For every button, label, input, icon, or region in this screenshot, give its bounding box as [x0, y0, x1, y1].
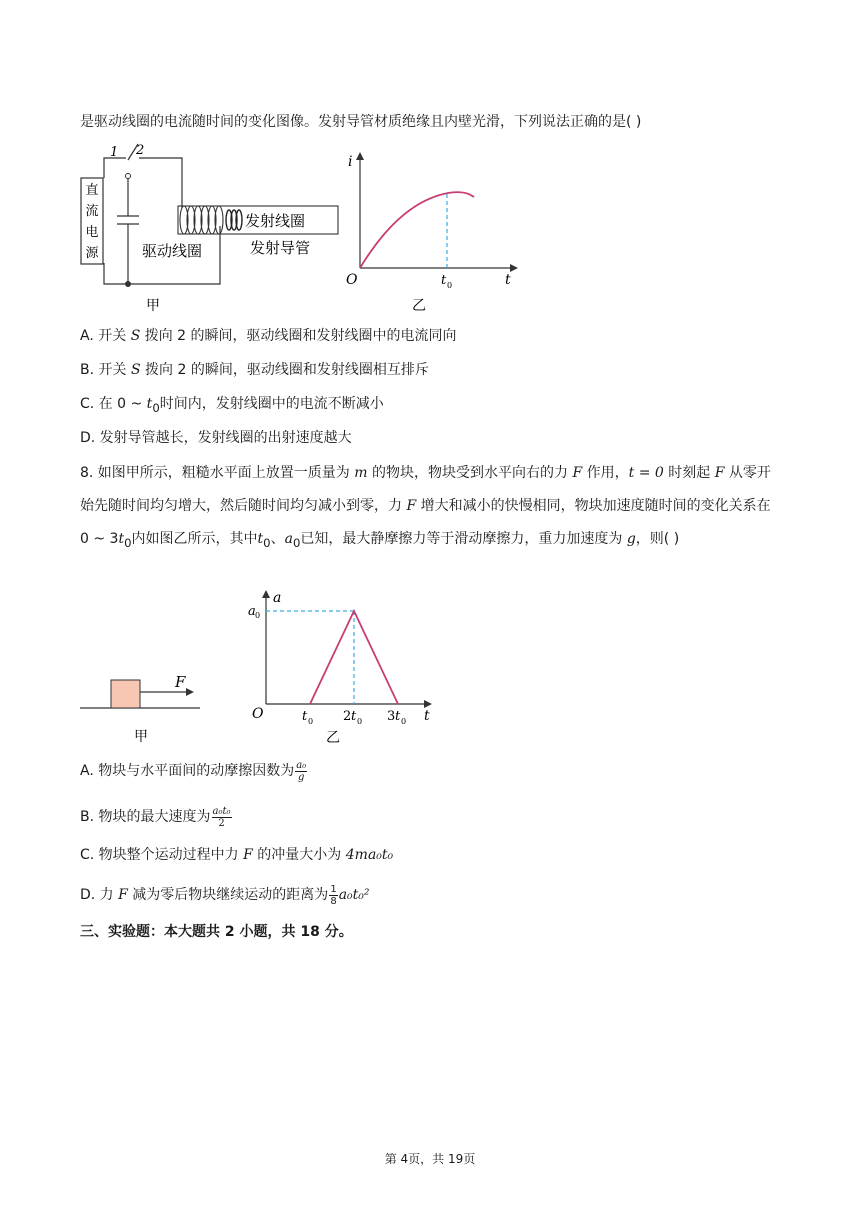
- q7-option-a[interactable]: [80, 326, 457, 346]
- tick-2t0-t: t: [351, 709, 357, 724]
- force-arrow-head: [186, 688, 194, 696]
- block: [111, 680, 140, 708]
- q8-option-d-value: a₀t₀²: [338, 887, 370, 903]
- option-a-suffix: 拨向 2 的瞬间，驱动线圈和发射线圈中的电流同向: [140, 328, 457, 344]
- figure-caption-jia: 甲: [146, 298, 160, 313]
- figure-caption-yi-2: 乙: [326, 730, 340, 746]
- q8-t-eq: t = 0: [628, 465, 664, 481]
- frac-den-a: g: [298, 771, 305, 783]
- q8-option-c-mid: 的冲量大小为: [252, 847, 346, 863]
- q8-option-d-mid: 减为零后物块继续运动的距离为: [127, 887, 329, 903]
- q8-F3: F: [406, 498, 417, 514]
- option-c-suffix: 时间内，发射线圈中的电流不断减小: [159, 396, 384, 412]
- option-d-text: D. 发射导管越长，发射线圈的出射速度越大: [80, 430, 352, 446]
- graph-origin-label-2: O: [252, 706, 264, 722]
- frac-den-b: 2: [218, 817, 225, 829]
- page-footer: 第 4页，共 19页: [384, 1152, 476, 1166]
- launch-coil: [226, 210, 242, 230]
- option-b-var: S: [130, 362, 141, 378]
- q8-option-c-text: C. 物块整个运动过程中力: [80, 847, 244, 863]
- source-char-4: 源: [85, 246, 99, 261]
- figure-caption-yi: 乙: [412, 298, 426, 314]
- q8-sep: 、: [270, 531, 285, 547]
- q8-option-d-fraction: [329, 884, 337, 907]
- tick-t0-sub: 0: [308, 717, 314, 726]
- q7-circuit-diagram: [74, 138, 344, 313]
- graph-x-label: t: [505, 272, 511, 288]
- launch-coil-label: 发射线圈: [245, 212, 306, 230]
- launch-tube-label: 发射导管: [250, 239, 311, 257]
- q8-option-b-text: B. 物块的最大速度为: [80, 809, 211, 825]
- tick-3t0-t: t: [395, 709, 401, 724]
- q7-current-graph: [340, 150, 530, 315]
- graph-t-label: t: [424, 708, 430, 724]
- switch-label-1: 1: [110, 145, 119, 160]
- frac-den-d: 8: [330, 895, 337, 907]
- q8-option-c[interactable]: [80, 845, 393, 865]
- q8-t0-b-sub: 0: [263, 535, 271, 550]
- q8-option-d-var: F: [118, 887, 128, 903]
- q8-part3: 作用，: [582, 465, 629, 481]
- frac-num-b: a₀t₀: [212, 805, 231, 817]
- q8-option-a-fraction: [295, 760, 307, 783]
- tick-3t0-sub: 0: [401, 717, 407, 726]
- q8-g: g: [626, 531, 636, 547]
- question-intro-text: 是驱动线圈的电流随时间的变化图像。发射导管材质绝缘且内壁光滑，下列说法正确的是( ): [80, 114, 642, 130]
- q8-m: m: [354, 465, 368, 481]
- q8-a0: a: [284, 531, 293, 547]
- current-curve: [360, 192, 474, 268]
- source-char-2: 流: [85, 204, 99, 219]
- q8-block-diagram: [76, 668, 206, 748]
- q8-t0-b: t: [257, 531, 264, 547]
- q8-F1: F: [572, 465, 583, 481]
- q7-option-d[interactable]: [80, 428, 352, 448]
- q8-part7: 内如图乙所示，其中: [131, 531, 258, 547]
- q8-option-d-text: D. 力: [80, 887, 119, 903]
- frac-num-a: a₀: [296, 759, 307, 771]
- figure-caption-jia-2: 甲: [134, 729, 148, 745]
- graph-t0-label: t: [441, 273, 447, 288]
- q8-a0-sub: 0: [292, 535, 301, 550]
- option-a-var: S: [130, 328, 141, 344]
- option-c-var: t: [146, 396, 153, 412]
- q8-part2: 的物块，物块受到水平向右的力: [367, 465, 573, 481]
- q8-option-c-var: F: [243, 847, 253, 863]
- tick-3t0-coef: 3: [387, 709, 396, 724]
- q8-acceleration-graph: [244, 586, 444, 746]
- section-3-heading: 三、实验题：本大题共 2 小题，共 18 分。: [80, 924, 353, 940]
- q8-option-b-fraction: [212, 806, 232, 829]
- graph-t0-sub: 0: [447, 281, 453, 290]
- q8-part1: 8. 如图甲所示，粗糙水平面上放置一质量为: [80, 465, 355, 481]
- option-c-prefix: C. 在 0 ~: [80, 396, 147, 412]
- q8-option-a-text: A. 物块与水平面间的动摩擦因数为: [80, 763, 295, 779]
- q8-t0-a: t: [118, 531, 125, 547]
- option-b-prefix: B. 开关: [80, 362, 131, 378]
- q8-part6: 增大和减小的快慢相同，物块加速度随时间的变化关系在 0 ~ 3: [80, 498, 771, 547]
- q7-option-c[interactable]: [80, 394, 384, 418]
- graph-origin-label: O: [346, 272, 358, 288]
- force-label: F: [175, 673, 186, 691]
- option-b-suffix: 拨向 2 的瞬间，驱动线圈和发射线圈相互排斥: [140, 362, 429, 378]
- graph-a0-sub: 0: [255, 611, 261, 620]
- q8-part8: 已知，最大静摩擦力等于滑动摩擦力，重力加速度为: [300, 531, 627, 547]
- q8-part5: 从零开始先随时间均匀增大，然后随时间均匀减小到零，力: [80, 465, 771, 514]
- tick-2t0-coef: 2: [343, 709, 352, 724]
- graph-a-label: a: [273, 590, 282, 606]
- q8-t0-a-sub: 0: [124, 535, 132, 550]
- source-char-3: 电: [85, 225, 99, 240]
- q8-option-d[interactable]: [80, 882, 370, 908]
- frac-num-d: 1: [330, 883, 337, 895]
- graph-a0-label: a: [248, 604, 256, 619]
- q7-option-b[interactable]: [80, 360, 429, 380]
- switch-label-2: 2: [136, 143, 145, 158]
- q8-part4: 时刻起: [663, 465, 715, 481]
- q8-option-b[interactable]: [80, 804, 233, 830]
- option-c-sub: 0: [152, 400, 160, 415]
- q8-part9: ，则( ): [635, 531, 680, 547]
- q8-F2: F: [714, 465, 725, 481]
- option-a-prefix: A. 开关: [80, 328, 131, 344]
- tick-2t0-sub: 0: [357, 717, 363, 726]
- tick-t0: t: [302, 709, 308, 724]
- q8-option-a[interactable]: [80, 758, 308, 784]
- q8-option-c-value: 4ma₀t₀: [345, 847, 394, 863]
- source-char-1: 直: [85, 183, 99, 198]
- q8-question-text: [80, 457, 780, 560]
- drive-coil-label: 驱动线圈: [142, 242, 203, 260]
- graph-y-label: i: [348, 154, 353, 170]
